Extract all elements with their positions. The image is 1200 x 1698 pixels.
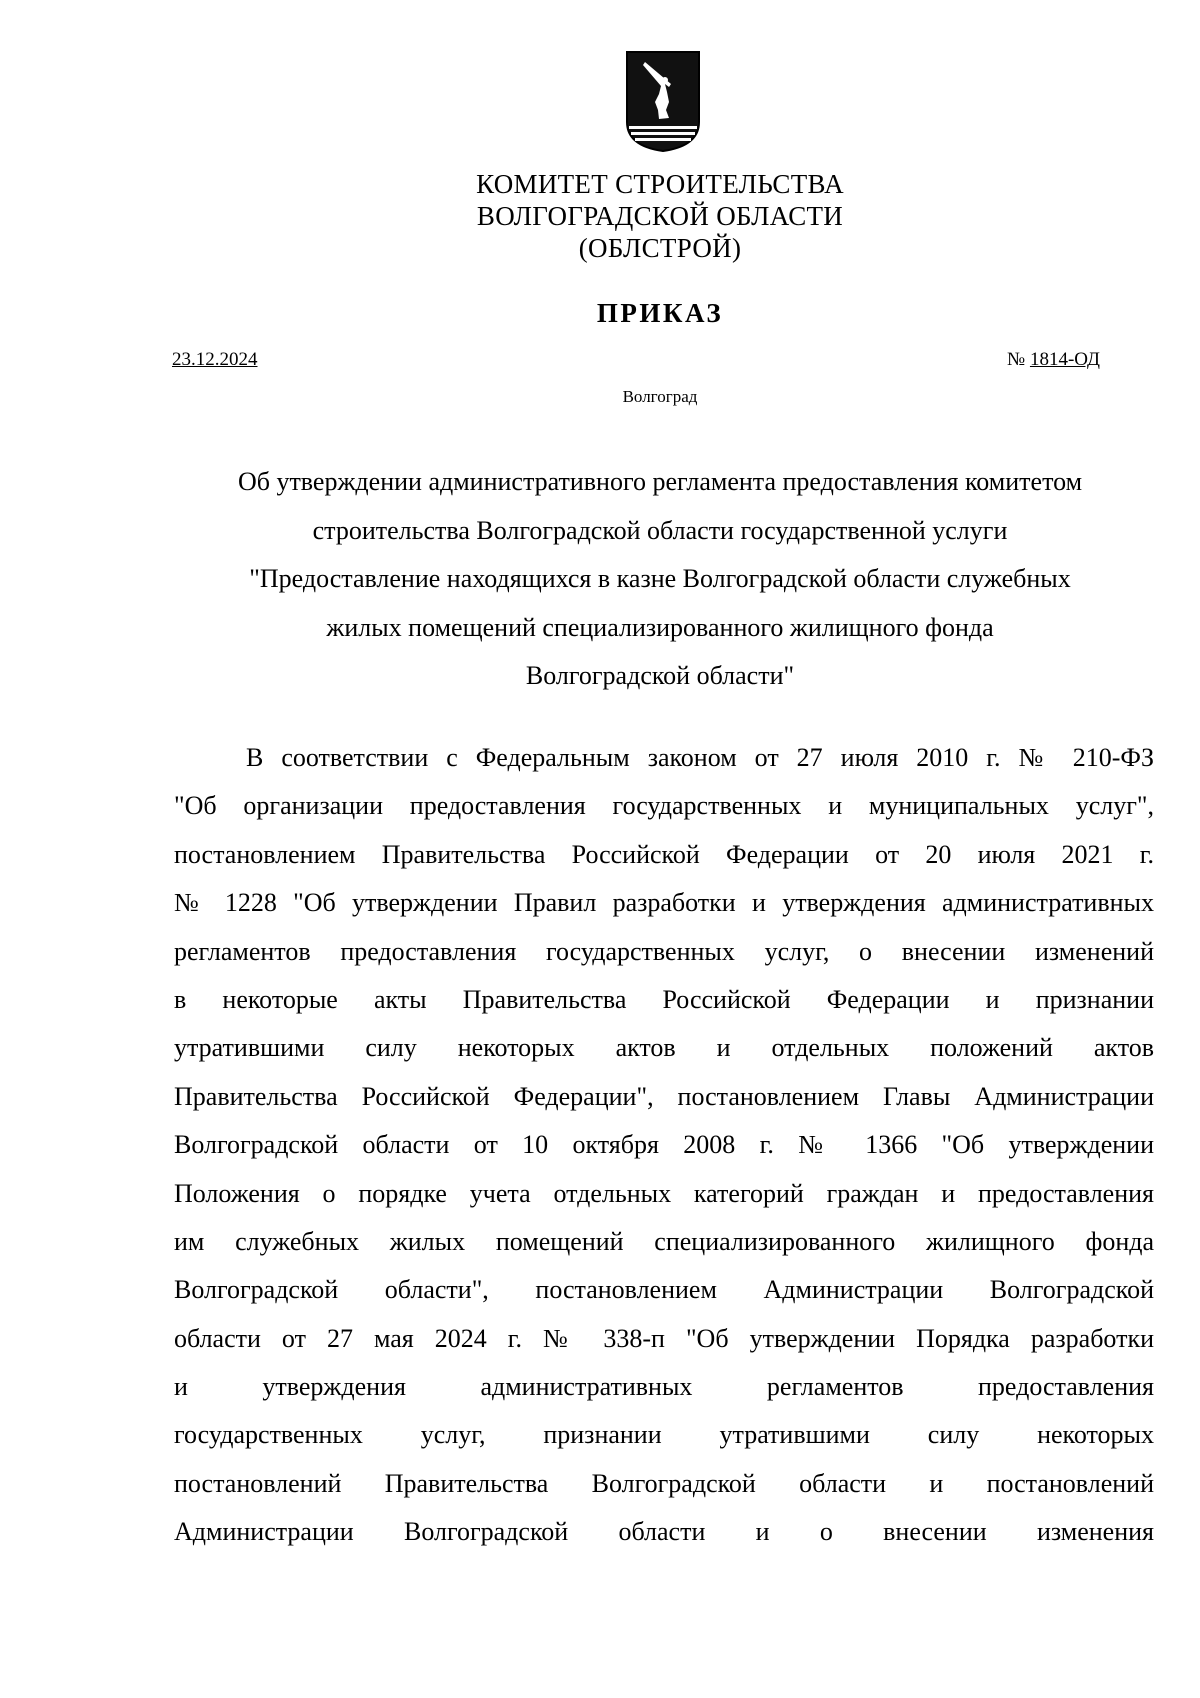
- volgograd-region-emblem-icon: [625, 50, 701, 153]
- subject-line: Волгоградской области": [525, 661, 795, 690]
- body-line: постановлений Правительства Волгоградской области и постановлений: [174, 1468, 1154, 1498]
- body-line: В соответствии с Федеральным законом от 27 июля 2010 г. № 210-ФЗ: [246, 743, 1154, 772]
- body-line: области от 27 мая 2024 г. № 338-п "Об утверждении Порядка разработки: [174, 1323, 1154, 1353]
- number-prefix: №: [1007, 349, 1026, 370]
- order-subject: [150, 458, 1170, 701]
- body-line: утратившими силу некоторых актов и отдельных положений актов: [174, 1033, 1154, 1063]
- org-line-1: КОМИТЕТ СТРОИТЕЛЬСТВА: [476, 169, 844, 199]
- subject-line: жилых помещений специализированного жилищного фонда: [326, 612, 994, 642]
- document-date: 23.12.2024: [172, 349, 258, 370]
- document-type-title: ПРИКАЗ: [596, 298, 724, 328]
- body-line: Волгоградской области от 10 октября 2008 г. № 1366 "Об утверждении: [174, 1130, 1154, 1160]
- body-line: Администрации Волгоградской области и о внесении изменения: [174, 1517, 1154, 1547]
- body-line: и утверждения административных регламентов предоставления: [174, 1372, 1154, 1402]
- body-line: постановлением Правительства Российской Федерации от 20 июля 2021 г.: [174, 839, 1154, 869]
- body-line: в некоторые акты Правительства Российской Федерации и признании: [174, 984, 1154, 1014]
- body-line: им служебных жилых помещений специализированного жилищного фонда: [174, 1226, 1154, 1256]
- org-line-3: (ОБЛСТРОЙ): [578, 233, 742, 263]
- subject-line: Об утверждении административного регламента предоставления комитетом: [237, 467, 1083, 496]
- body-line: Положения о порядке учета отдельных категорий граждан и предоставления: [174, 1178, 1154, 1208]
- number-value: 1814-ОД: [1029, 349, 1100, 370]
- body-line: Правительства Российской Федерации", постановлением Главы Администрации: [174, 1081, 1154, 1111]
- body-line: № 1228 "Об утверждении Правил разработки и утверждения административных: [174, 888, 1154, 918]
- body-line: "Об организации предоставления государственных и муниципальных услуг",: [174, 791, 1154, 821]
- issuing-organization: [0, 168, 1200, 264]
- document-number: [1007, 349, 1100, 371]
- body-line: Волгоградской области", постановлением Администрации Волгоградской: [174, 1275, 1154, 1305]
- document-city: Волгоград: [622, 387, 698, 406]
- org-line-2: ВОЛГОГРАДСКОЙ ОБЛАСТИ: [476, 201, 844, 231]
- subject-line: "Предоставление находящихся в казне Волгоградской области служебных: [249, 564, 1071, 593]
- subject-line: строительства Волгоградской области государственной услуги: [312, 515, 1008, 545]
- order-body-paragraph: [174, 740, 1154, 1563]
- body-line: государственных услуг, признании утратившими силу некоторых: [174, 1420, 1154, 1450]
- body-line: регламентов предоставления государственных услуг, о внесении изменений: [174, 936, 1154, 966]
